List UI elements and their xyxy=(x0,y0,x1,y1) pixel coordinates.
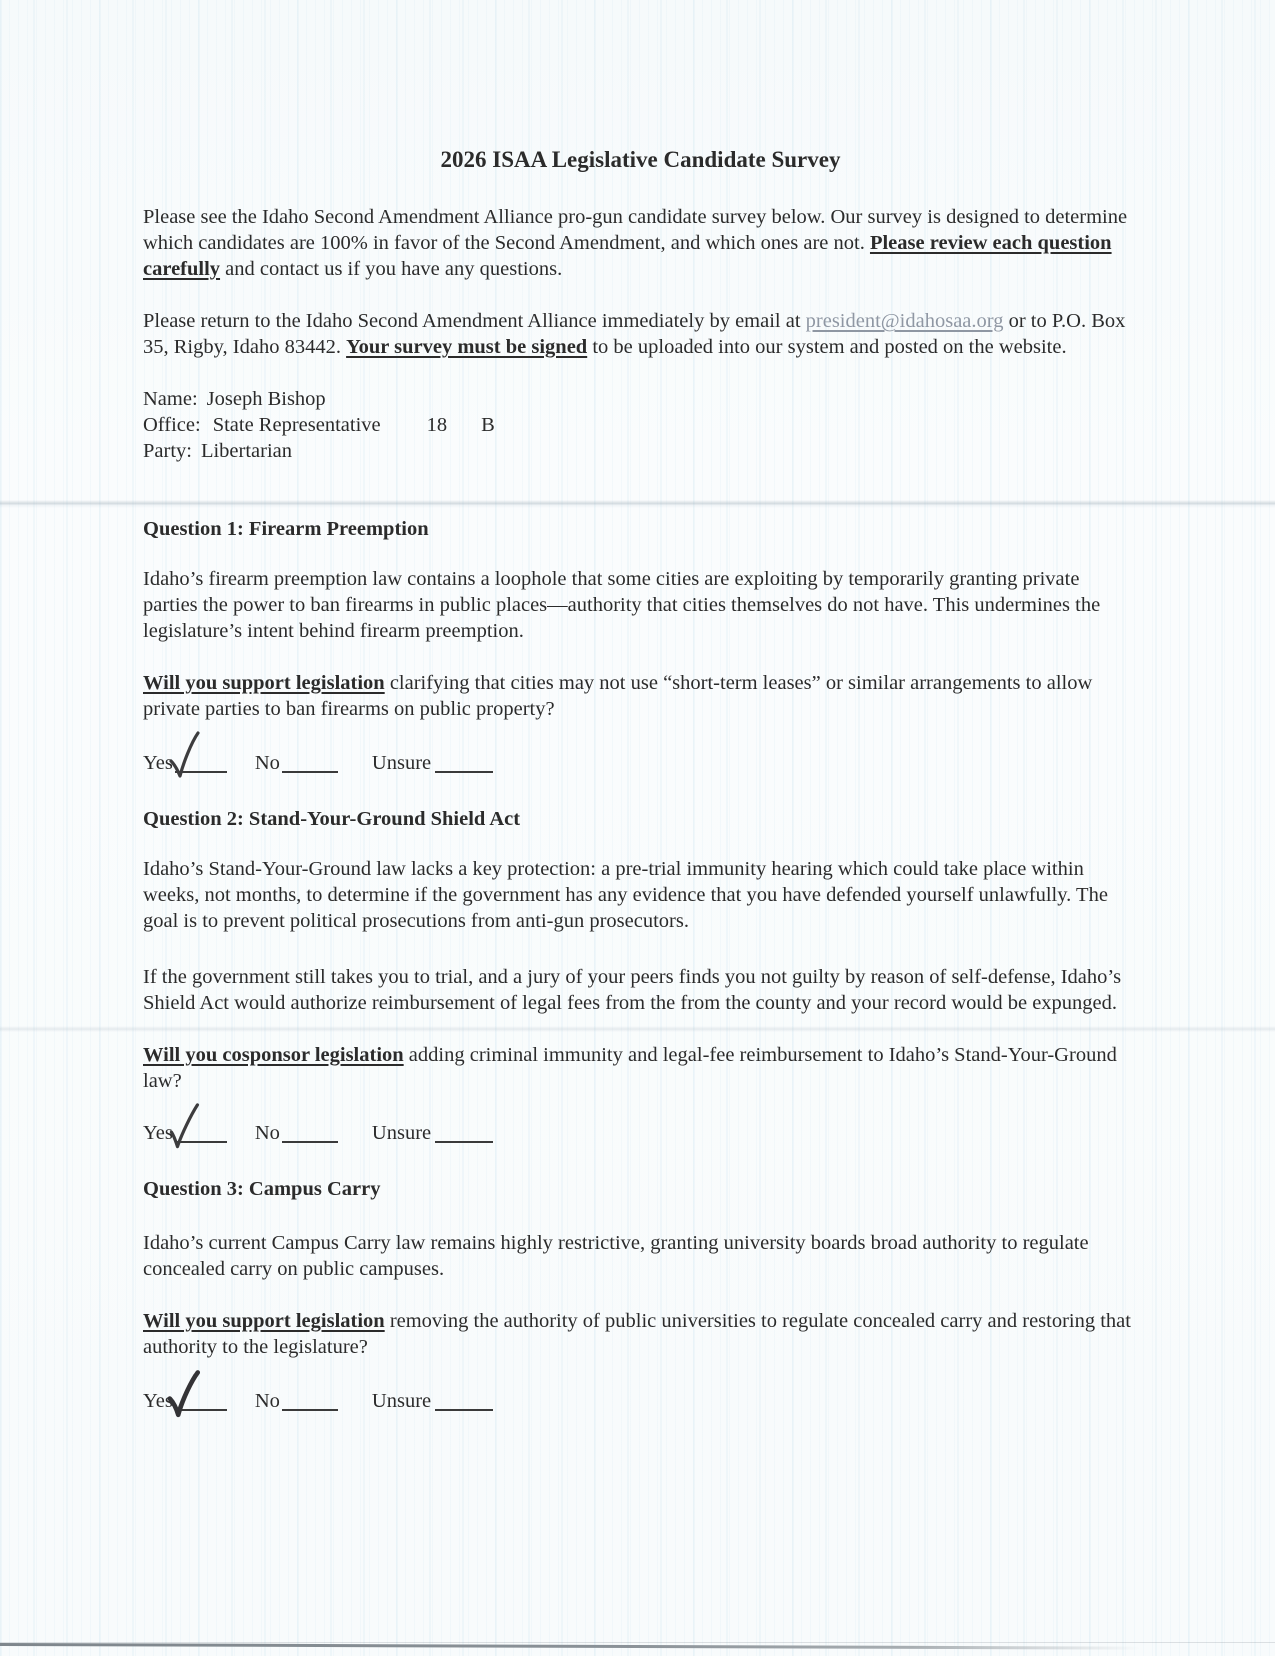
question-3-heading: Question 3: Campus Carry xyxy=(143,1178,381,1200)
question-3-body: Idaho’s current Campus Carry law remains highly restrictive, granting university boards broad authority to regulate concealed carry on public campuses. xyxy=(143,1232,1089,1280)
question-2-yes-blank xyxy=(175,1123,227,1143)
must-be-signed-emphasis: Your survey must be signed xyxy=(346,336,588,358)
question-2-unsure-label: Unsure xyxy=(371,1122,432,1144)
question-3-yes-checkmark xyxy=(164,1366,204,1419)
question-3-yes-blank xyxy=(175,1391,227,1411)
document-title: 2026 ISAA Legislative Candidate Survey xyxy=(440,147,841,172)
scan-bottom-edge xyxy=(0,1643,1140,1650)
name-label: Name: xyxy=(143,388,198,410)
seat-value: B xyxy=(481,414,495,436)
question-2-prompt xyxy=(143,1042,1138,1094)
office-value: State Representative xyxy=(212,414,381,436)
question-1-no-blank xyxy=(282,753,338,773)
question-1-unsure-label: Unsure xyxy=(371,752,432,774)
question-2-body: Idaho’s Stand-Your-Ground law lacks a key protection: a pre-trial immunity hearing which could take place within weeks, not months, to determine if the government has any evidence that you have defended yourself unlawfully. The goal is to prevent political prosecutions from anti-gun prosecutors. xyxy=(143,858,1108,932)
question-2-no-blank xyxy=(282,1123,338,1143)
question-1-yes-checkmark xyxy=(165,729,203,781)
question-1-yes-label: Yes xyxy=(143,752,173,774)
question-1-prompt-rest: clarifying that cities may not use “short-term leases” or similar arrangements to allow private parties to ban firearms on public property? xyxy=(143,672,1093,720)
question-3-prompt-rest: removing the authority of public universities to regulate concealed carry and restoring that authority to the legislature? xyxy=(143,1310,1131,1358)
intro-1-text: Please see the Idaho Second Amendment Alliance pro-gun candidate survey below. Our survey is designed to determine which candidates are 100% in favor of the Second Amendment, and which ones are not. xyxy=(143,206,1128,254)
return-instructions-text: Please return to the Idaho Second Amendment Alliance immediately by email at xyxy=(143,310,806,332)
question-1-yes-blank xyxy=(175,753,227,773)
question-1-no-label: No xyxy=(254,752,280,774)
candidate-office-line xyxy=(143,412,1138,438)
question-3-answer-row xyxy=(143,1388,1138,1414)
name-value: Joseph Bishop xyxy=(206,388,326,410)
candidate-name-line xyxy=(143,386,1138,412)
question-3-unsure-label: Unsure xyxy=(371,1390,432,1412)
upload-note-text: to be uploaded into our system and posted on the website. xyxy=(587,336,1067,358)
document-content xyxy=(143,0,1138,1414)
question-3-prompt-lead: Will you support legislation xyxy=(143,1310,385,1332)
candidate-info xyxy=(143,386,1138,464)
office-label: Office: xyxy=(143,414,201,436)
question-2-yes-label: Yes xyxy=(143,1122,173,1144)
district-value: 18 xyxy=(426,414,448,436)
party-label: Party: xyxy=(143,440,192,462)
intro-paragraph-1 xyxy=(143,204,1138,282)
question-2-prompt-lead: Will you cosponsor legislation xyxy=(143,1044,404,1066)
intro-1-tail: and contact us if you have any questions. xyxy=(220,258,563,280)
question-3-no-blank xyxy=(282,1391,338,1411)
question-3-yes-label: Yes xyxy=(143,1390,173,1412)
question-1-unsure-blank xyxy=(435,753,493,773)
mailing-address-text: or to P.O. Box 35, Rigby, Idaho 83442. xyxy=(143,310,1126,358)
question-1-body: Idaho’s firearm preemption law contains a loophole that some cities are exploiting by temporarily granting private parties the power to ban firearms in public places—authority that cities themselves do not have. This undermines the legislature’s intent behind firearm preemption. xyxy=(143,568,1101,642)
question-1-prompt xyxy=(143,670,1138,722)
question-1-prompt-lead: Will you support legislation xyxy=(143,672,385,694)
question-2-no-label: No xyxy=(254,1122,280,1144)
paper-fold-crease xyxy=(0,500,1275,508)
review-carefully-emphasis: Please review each question carefully xyxy=(143,232,1112,280)
question-1-answer-row xyxy=(143,750,1138,776)
question-2-heading: Question 2: Stand-Your-Ground Shield Act xyxy=(143,808,521,830)
question-1-heading: Question 1: Firearm Preemption xyxy=(143,518,429,540)
question-2-unsure-blank xyxy=(435,1123,493,1143)
candidate-party-line xyxy=(143,438,1138,464)
party-value: Libertarian xyxy=(200,440,293,462)
paper-tear-crease xyxy=(0,1026,1275,1032)
question-3-prompt xyxy=(143,1308,1138,1360)
question-2-prompt-rest: adding criminal immunity and legal-fee reimbursement to Idaho’s Stand-Your-Ground law? xyxy=(143,1044,1117,1092)
question-2-yes-checkmark xyxy=(163,1098,205,1153)
question-2-body-2: If the government still takes you to trial, and a jury of your peers finds you not guilty by reason of self-defense, Idaho’s Shield Act would authorize reimbursement of legal fees from the from the county and your record would be expunged. xyxy=(143,966,1122,1014)
question-3-unsure-blank xyxy=(435,1391,493,1411)
question-2-answer-row xyxy=(143,1120,1138,1146)
question-3-no-label: No xyxy=(254,1390,280,1412)
intro-paragraph-2 xyxy=(143,308,1138,360)
email-link: president@idahosaa.org xyxy=(805,310,1004,332)
